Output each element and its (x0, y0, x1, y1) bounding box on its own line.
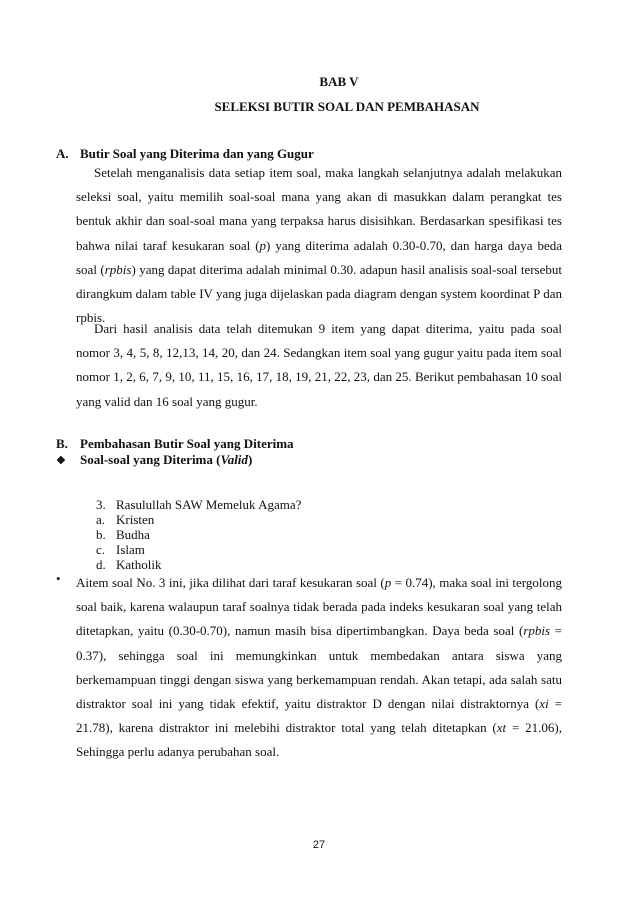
option-a-label: a. (96, 512, 106, 527)
paragraph-analysis-results (76, 317, 562, 414)
question-block (96, 497, 301, 572)
chapter-heading: BAB V (319, 74, 359, 89)
analysis-rpbis-symbol: rpbis (523, 623, 551, 639)
option-a-text: Kristen (116, 512, 155, 527)
p1-text-2: ) yang diterima adalah 0.30-0.70, dan harga daya beda soal ( (76, 237, 563, 277)
option-c-text: Islam (116, 542, 145, 557)
section-b-title: Pembahasan Butir Soal yang Diterima (80, 436, 294, 451)
analysis-text-1: Aitem soal No. 3 ini, jika dilihat dari taraf kesukaran soal ( (76, 575, 385, 590)
analysis-text-4: = 21.78), karena distraktor ini melebihi distraktor total yang telah ditetapkan ( (76, 696, 562, 736)
p1-text-1: Setelah menganalisis data setiap item soal, maka langkah selanjutnya adalah melakukan seleksi soal, yaitu memilih soal-soal mana yang akan di masukkan dalam perangkat tes bentuk akhir dan soal-soal mana yang terpaksa harus disisihkan. Berdasarkan spesifikasi tes bahwa nilai taraf kesukaran soal ( (76, 165, 562, 253)
bullet-dot-icon: • (56, 571, 61, 586)
analysis-text-5: = 21.06), Sehingga perlu adanya perubahan soal. (76, 720, 562, 760)
valid-heading-end: ) (247, 452, 253, 467)
section-a-heading (56, 146, 314, 162)
section-a-title: Butir Soal yang Diterima dan yang Gugur (80, 146, 314, 161)
option-d-label: d. (96, 557, 106, 572)
option-b-label: b. (96, 527, 106, 542)
p1-rpbis-symbol: rpbis (104, 261, 132, 277)
question-stem (96, 497, 301, 512)
valid-heading-text: Soal-soal yang Diterima ( (80, 452, 221, 467)
analysis-xt-symbol: xt (496, 720, 507, 736)
option-a (96, 512, 301, 527)
p1-p-symbol: p (259, 237, 267, 253)
section-b-number: B. (56, 436, 68, 451)
paragraph-analysis-intro (76, 161, 562, 330)
valid-heading-italic: Valid (220, 452, 248, 467)
option-b (96, 527, 301, 542)
diamond-bullet-icon: ❖ (56, 455, 66, 467)
section-a-number: A. (56, 146, 69, 161)
p2-text: Dari hasil analisis data telah ditemukan 9 item yang dapat diterima, yaitu pada soal nomor 3, 4, 5, 8, 12,13, 14, 20, dan 24. Sedangkan item soal yang gugur yaitu pada item soal nomor 1, 2, 6, 7, 9, 10, 11, 15, 16, 17, 18, 19, 21, 22, 23, dan 25. Berikut pembahasan 10 soal yang valid dan 16 soal yang gugur. (76, 321, 562, 409)
section-b-heading (56, 436, 294, 452)
valid-items-heading (56, 452, 252, 468)
option-b-text: Budha (116, 527, 150, 542)
page-number: 27 (312, 839, 326, 851)
item-analysis-text (76, 571, 562, 765)
chapter-title: SELEKSI BUTIR SOAL DAN PEMBAHASAN (214, 99, 480, 114)
option-c-label: c. (96, 542, 106, 557)
option-d-text: Katholik (116, 557, 162, 572)
analysis-text-3: = 0.37), sehingga soal ini memungkinkan untuk membedakan antara siswa yang berkemampuan tinggi dengan siswa yang berkemampuan rendah. Akan tetapi, ada salah satu distraktor soal ini yang tidak efektif, yaitu distraktor D dengan nilai distraktornya ( (76, 623, 563, 712)
question-number: 3. (96, 497, 106, 512)
option-c (96, 542, 301, 557)
question-text: Rasulullah SAW Memeluk Agama? (116, 497, 302, 512)
analysis-text-2: = 0.74), maka soal ini tergolong soal baik, karena walaupun taraf soalnya tidak berada pada indeks kesukaran soal yang telah ditetapkan, yaitu (0.30-0.70), namun masih bisa dipertimbangkan. Daya beda soal ( (76, 575, 562, 639)
analysis-xi-symbol: xi (539, 696, 549, 712)
analysis-p-symbol: p (384, 575, 392, 590)
option-d (96, 557, 301, 572)
p1-text-3: ) yang dapat diterima adalah minimal 0.30. adapun hasil analisis soal-soal tersebut dirangkum dalam table IV yang juga dijelaskan pada diagram dengan system koordinat P dan rpbis. (76, 261, 562, 326)
